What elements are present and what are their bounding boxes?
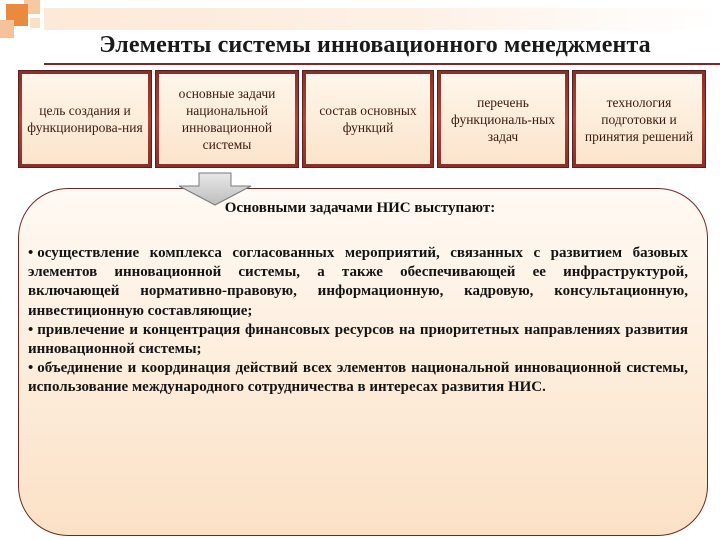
element-box-label: технология подготовки и принятия решений xyxy=(576,74,702,164)
element-box-technology xyxy=(572,70,706,168)
bullet-icon: • xyxy=(28,360,34,377)
list-item xyxy=(28,359,688,397)
tasks-heading: Основными задачами НИС выступают: xyxy=(224,200,496,216)
elements-row xyxy=(18,70,704,168)
element-box-functions xyxy=(302,70,434,168)
decor-square xyxy=(30,18,40,28)
title-band xyxy=(44,8,720,30)
element-box-goal xyxy=(18,70,152,168)
title-divider xyxy=(44,63,720,65)
element-box-tasks xyxy=(155,70,299,168)
page-title: Элементы системы инновационного менеджмента xyxy=(99,32,651,58)
decor-square xyxy=(0,20,14,38)
list-item-text: привлечение и концентрация финансовых ресурсов на приоритетных направлениях развития инновационной системы; xyxy=(28,321,688,358)
element-box-label: цель создания и функционирова-ния xyxy=(22,74,148,164)
element-box-task-list xyxy=(437,70,569,168)
element-box-label: перечень функциональ-ных задач xyxy=(441,74,565,164)
list-item xyxy=(28,321,688,359)
bullet-icon: • xyxy=(28,245,34,261)
list-item-text: объединение и координация действий всех элементов национальной инновационной системы, использование международного сотрудничества в интересах развития НИС. xyxy=(28,360,688,396)
element-box-label: основные задачи национальной инновационной системы xyxy=(159,74,295,164)
list-item xyxy=(28,244,688,321)
tasks-list xyxy=(28,244,688,398)
element-box-label: состав основных функций xyxy=(306,74,430,164)
bullet-icon: • xyxy=(28,321,34,338)
list-item-text: осуществление комплекса согласованных мероприятий, связанных с развитием базовых элементов инновационной системы, а также обеспечивающей ее инфраструктурой, включающей нормативно-правовую, информационную, кадровую, консультационную, инвестиционную составляющие; xyxy=(28,245,688,319)
